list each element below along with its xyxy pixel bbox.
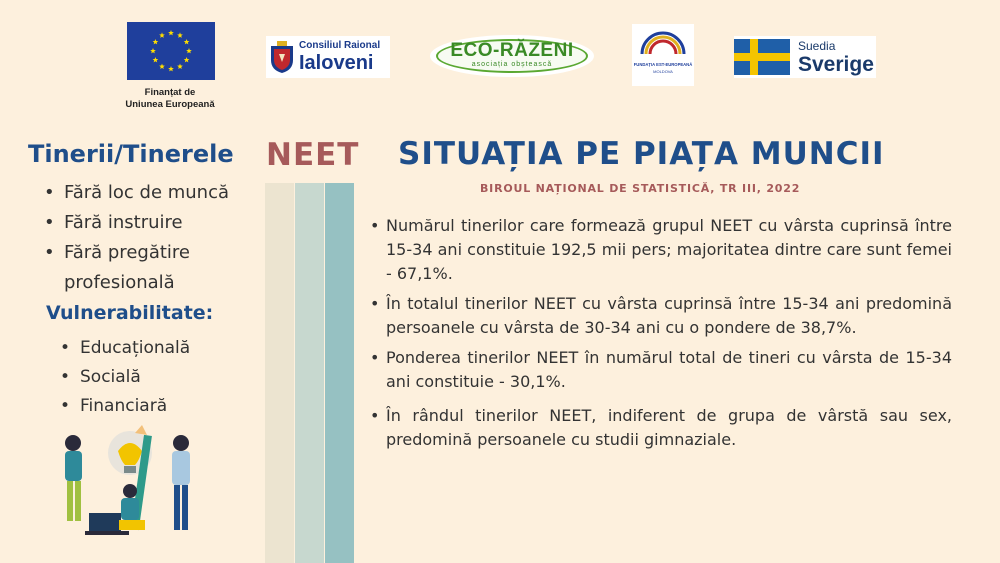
sweden-logo bbox=[734, 36, 876, 78]
list-item: • Financiară bbox=[56, 392, 190, 421]
list-item: • Fără pregătire bbox=[40, 238, 229, 268]
list-item: • Ponderea tinerilor NEET în numărul total de tineri cu vârsta de 15-34 ani constituie - 30,1%. bbox=[368, 346, 952, 394]
list-item: • Socială bbox=[56, 363, 190, 392]
eu-flag-logo bbox=[127, 22, 215, 80]
list-item: • Educațională bbox=[56, 334, 190, 363]
fundatia-est-europeana-logo bbox=[632, 24, 694, 86]
fest-country: MOLDOVA bbox=[653, 69, 673, 74]
youth-characteristics-list bbox=[40, 178, 229, 268]
list-item: • Numărul tinerilor care formează grupul NEET cu vârsta cuprinsă între 15-34 ani constituie 192,5 mii pers; majoritatea dintre care sunt femei - 67,1%. bbox=[368, 214, 952, 286]
vulnerability-list bbox=[56, 334, 190, 421]
youth-title: Tinerii/Tinerele bbox=[28, 140, 234, 168]
fest-emblem-icon bbox=[632, 24, 694, 86]
people-lightbulb-illustration bbox=[55, 425, 205, 540]
page-title: SITUAȚIA PE PIAȚA MUNCII bbox=[398, 136, 885, 172]
decorative-stripe bbox=[325, 183, 354, 563]
neet-heading: NEET bbox=[266, 137, 360, 173]
ialoveni-logo bbox=[266, 36, 390, 78]
sweden-label-ro: Suedia bbox=[798, 38, 836, 53]
list-item: • În rândul tinerilor NEET, indiferent de grupa de vârstă sau sex, predomină persoanele cu studii gimnaziale. bbox=[368, 404, 952, 452]
vulnerability-heading: Vulnerabilitate: bbox=[46, 302, 214, 324]
source-subtitle: BIROUL NAȚIONAL DE STATISTICĂ, TR III, 2022 bbox=[480, 182, 801, 195]
sweden-flag-icon bbox=[734, 39, 790, 75]
list-item: • Fără instruire bbox=[40, 208, 229, 238]
list-item: • Fără loc de muncă bbox=[40, 178, 229, 208]
fest-name: FUNDAȚIA EST-EUROPEANĂ bbox=[633, 62, 693, 67]
eu-funding-caption bbox=[110, 87, 230, 111]
sweden-label-sv: Sverige bbox=[798, 52, 874, 76]
ialoveni-line2: Ialoveni bbox=[299, 52, 374, 74]
eu-stars-icon bbox=[127, 22, 215, 80]
eu-caption-line2: Uniunea Europeană bbox=[125, 99, 215, 110]
coat-of-arms-icon bbox=[269, 40, 295, 74]
decorative-stripe bbox=[265, 183, 294, 563]
statistics-list bbox=[368, 214, 952, 458]
list-item-continuation: profesională bbox=[64, 272, 175, 293]
decorative-stripe bbox=[295, 183, 324, 563]
eco-razeni-name: ECO-RĂZENI bbox=[450, 40, 574, 61]
ialoveni-line1: Consiliul Raional bbox=[299, 40, 381, 51]
list-item: • În totalul tinerilor NEET cu vârsta cuprinsă între 15-34 ani predomină persoanele cu vârsta de 30-34 ani cu o pondere de 38,7%. bbox=[368, 292, 952, 340]
eco-razeni-logo bbox=[430, 35, 594, 77]
eco-razeni-subtitle: asociația obștească bbox=[471, 61, 553, 68]
eu-caption-line1: Finanțat de bbox=[144, 87, 196, 98]
